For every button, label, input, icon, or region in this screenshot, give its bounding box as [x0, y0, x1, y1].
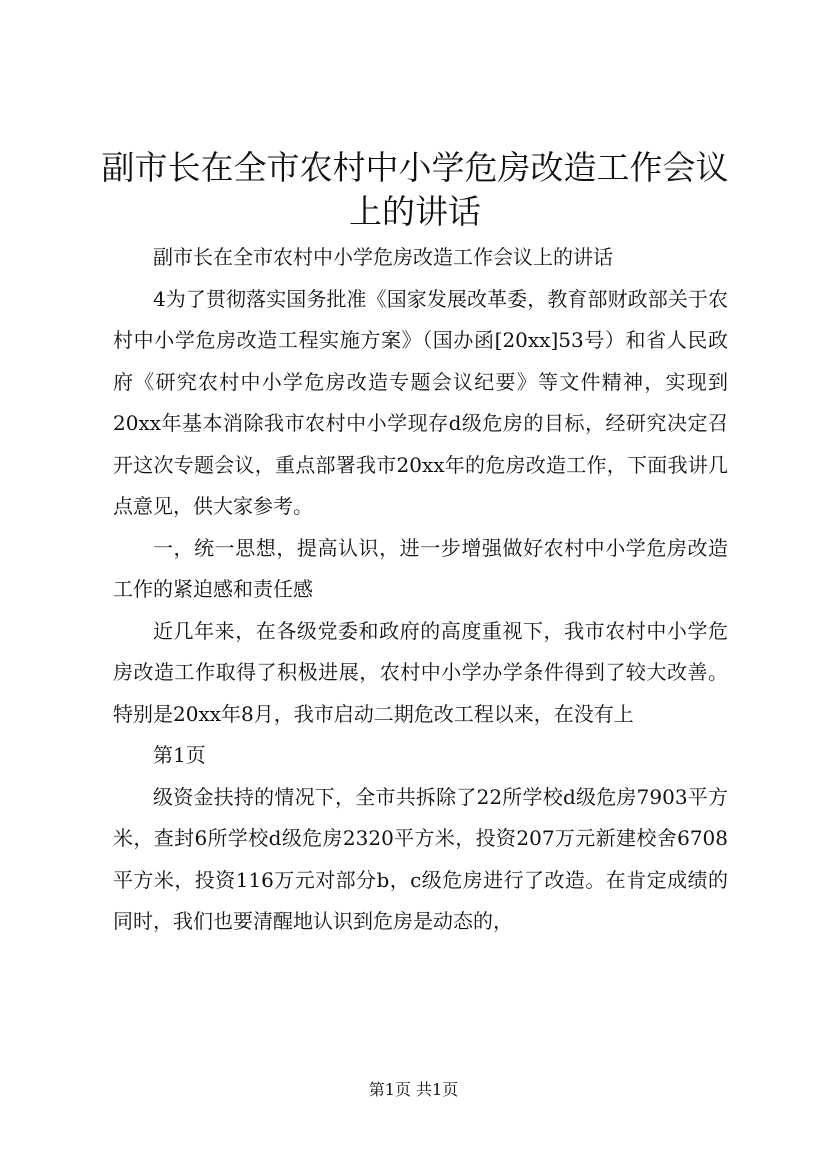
- subtitle-paragraph: 副市长在全市农村中小学危房改造工作会议上的讲话: [153, 245, 613, 269]
- document-body: [113, 237, 728, 943]
- page-marker: 第1页: [153, 743, 206, 767]
- progress-paragraph: 近几年来，在各级党委和政府的高度重视下，我市农村中小学危房改造工作取得了积极进展，农村中小学办学条件得到了较大改善。特别是20xx年8月，我市启动二期危改工程以来，在没有上: [113, 618, 728, 726]
- intro-paragraph: 4为了贯彻落实国务批准《国家发展改革委，教育部财政部关于农村中小学危房改造工程实施方案》（国办函[20xx]53号）和省人民政府《研究农村中小学危房改造专题会议纪要》等文件精神，实现到20xx年基本消除我市农村中小学现存d级危房的目标，经研究决定召开这次专题会议，重点部署我市20xx年的危房改造工作，下面我讲几点意见，供大家参考。: [113, 286, 728, 518]
- results-paragraph: 级资金扶持的情况下，全市共拆除了22所学校d级危房7903平方米，查封6所学校d级危房2320平方米，投资207万元新建校舍6708平方米，投资116万元对部分b，c级危房进行了改造。在肯定成绩的同时，我们也要清醒地认识到危房是动态的，: [113, 784, 728, 933]
- section-heading: 一，统一思想，提高认识，进一步增强做好农村中小学危房改造工作的紧迫感和责任感: [113, 535, 728, 601]
- page-footer: 第1页 共1页: [368, 1080, 459, 1099]
- document-title: 副市长在全市农村中小学危房改造工作会议上的讲话: [101, 148, 729, 231]
